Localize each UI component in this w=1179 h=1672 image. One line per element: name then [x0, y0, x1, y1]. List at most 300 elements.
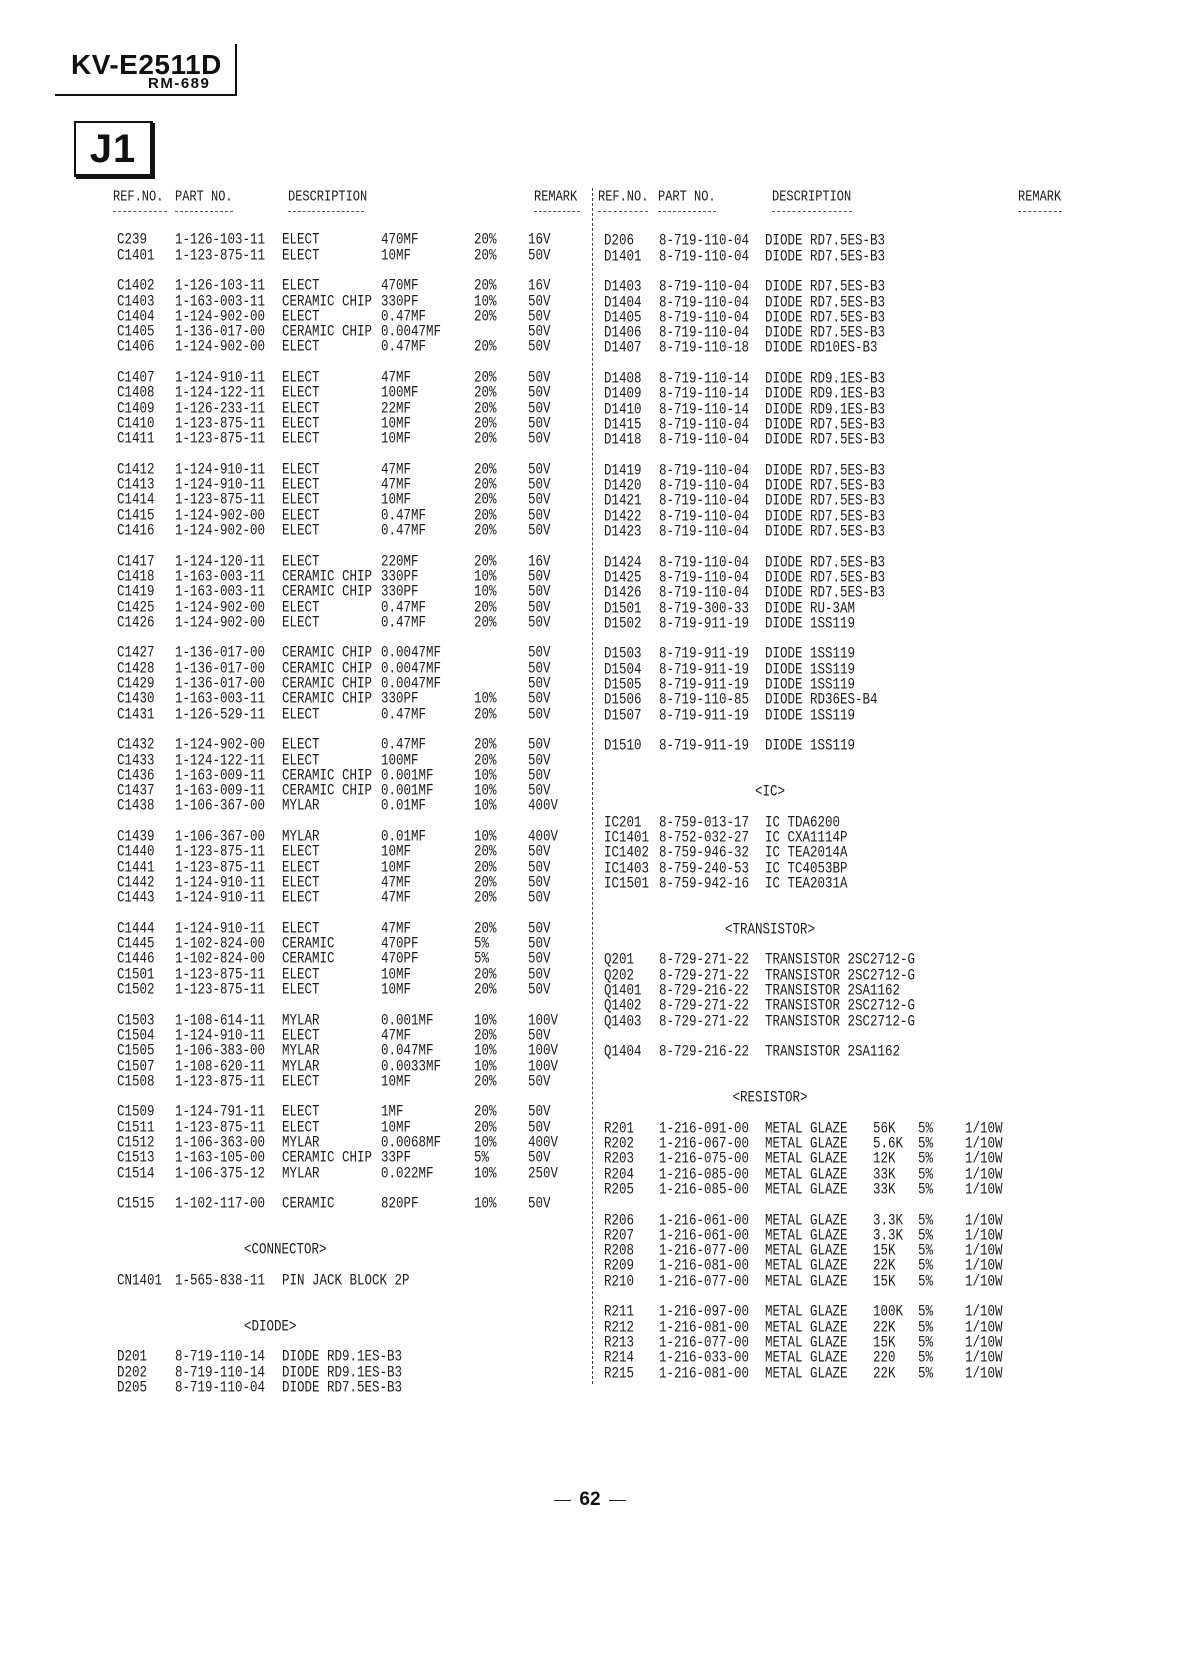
part-row: [0, 644, 1179, 663]
remark: 50V: [528, 782, 551, 800]
value: 12K: [873, 1150, 896, 1168]
description: MYLAR: [282, 1011, 320, 1030]
section-heading: <IC>: [754, 783, 786, 801]
ref-no: D1420: [604, 477, 642, 495]
part-no: 8-719-110-04: [659, 309, 750, 327]
part-row: [0, 690, 1179, 709]
ref-no: D1506: [604, 691, 642, 709]
description: ELECT: [282, 308, 320, 326]
description: METAL GLAZE: [765, 1334, 848, 1352]
description: CERAMIC CHIP: [282, 690, 373, 708]
ref-no: C239: [117, 231, 148, 249]
description: MYLAR: [282, 828, 320, 846]
description: DIODE RD7.5ES-B3: [765, 247, 886, 266]
ref-no: C1507: [117, 1057, 155, 1075]
part-row: [0, 1275, 1179, 1290]
tolerance: 20%: [474, 461, 497, 479]
tolerance: 20%: [474, 246, 497, 265]
ref-no: Q202: [604, 967, 635, 985]
part-row: [0, 706, 1179, 725]
part-no: 1-163-003-11: [175, 292, 266, 310]
tolerance: 20%: [474, 552, 497, 571]
part-no: 1-106-375-12: [175, 1164, 266, 1183]
tolerance: 20%: [474, 751, 497, 769]
description: CERAMIC CHIP: [282, 323, 373, 341]
ref-no: R202: [604, 1135, 635, 1153]
part-no: 1-102-824-00: [175, 950, 266, 968]
description: DIODE RD7.5ES-B3: [765, 508, 886, 526]
part-no: 1-216-075-00: [659, 1150, 750, 1168]
description: METAL GLAZE: [765, 1349, 848, 1367]
remark: 50V: [528, 491, 551, 509]
ref-no: Q201: [604, 951, 635, 969]
value: 0.001MF: [381, 1011, 434, 1030]
remark: 100V: [528, 1057, 559, 1075]
part-no: 1-106-367-00: [175, 797, 266, 815]
ref-no: C1413: [117, 476, 155, 494]
value: 47MF: [381, 369, 412, 387]
tolerance: 5%: [918, 1135, 934, 1153]
part-row: [0, 231, 1179, 250]
value: 33PF: [381, 1149, 412, 1167]
ref-no: R203: [604, 1150, 635, 1168]
remark: 16V: [528, 277, 551, 295]
remark: 50V: [528, 644, 551, 662]
tolerance: 10%: [474, 292, 497, 310]
part-no: 8-729-271-22: [659, 951, 750, 969]
ref-no: R213: [604, 1334, 635, 1352]
ref-no: C1407: [117, 369, 155, 387]
description: METAL GLAZE: [765, 1318, 848, 1337]
part-row: [0, 950, 1179, 969]
tolerance: 10%: [474, 1042, 497, 1060]
remark: 50V: [528, 583, 551, 601]
col-header-remark: REMARK: [534, 188, 578, 206]
part-no: 8-719-110-14: [659, 385, 750, 403]
tolerance: 20%: [474, 598, 497, 616]
part-no: 8-719-110-04: [659, 477, 750, 495]
value: 470PF: [381, 935, 419, 953]
description: ELECT: [282, 384, 320, 402]
tolerance: 5%: [474, 935, 490, 953]
part-no: 1-124-902-00: [175, 308, 266, 326]
description: DIODE RD7.5ES-B3: [765, 523, 886, 541]
part-no: 1-136-017-00: [175, 644, 266, 662]
value: 5.6K: [873, 1135, 904, 1153]
tolerance: 20%: [474, 1119, 497, 1137]
description: ELECT: [282, 430, 320, 448]
description: ELECT: [282, 920, 320, 938]
remark: 50V: [528, 568, 551, 586]
part-row: [0, 617, 1179, 632]
part-no: 1-124-910-11: [175, 920, 266, 938]
tolerance: 20%: [474, 843, 497, 861]
tolerance: 10%: [474, 568, 497, 586]
ref-no: C1408: [117, 384, 155, 402]
description: DIODE RD9.1ES-B3: [765, 400, 886, 419]
tolerance: 20%: [474, 491, 497, 509]
ref-no: D1502: [604, 615, 642, 633]
part-row: [0, 293, 1179, 311]
remark: 400V: [528, 828, 559, 846]
ref-no: C1501: [117, 966, 155, 984]
description: METAL GLAZE: [765, 1211, 848, 1229]
ref-no: Q1401: [604, 982, 642, 1000]
col-header-ref: REF.NO.: [113, 188, 164, 206]
value: 3.3K: [873, 1211, 904, 1229]
ref-no: D1403: [604, 278, 642, 296]
remark: 1/10W: [965, 1242, 1003, 1260]
ref-no: C1429: [117, 675, 155, 693]
value: 3.3K: [873, 1227, 904, 1245]
ref-no: D1504: [604, 661, 642, 679]
description: DIODE RU-3AM: [765, 599, 856, 617]
value: 100MF: [381, 751, 419, 769]
part-no: 8-719-110-04: [659, 584, 750, 602]
tolerance: 20%: [474, 369, 497, 387]
ref-no: C1417: [117, 552, 155, 571]
part-row: [0, 1042, 1179, 1061]
ref-no: R201: [604, 1120, 635, 1138]
value: 470MF: [381, 277, 419, 295]
description: DIODE RD7.5ES-B3: [765, 293, 886, 311]
part-no: 1-136-017-00: [175, 323, 266, 341]
part-row: [0, 877, 1179, 892]
part-no: 8-759-013-17: [659, 814, 750, 832]
part-row: [0, 311, 1179, 326]
tolerance: 5%: [918, 1364, 934, 1382]
description: CERAMIC CHIP: [282, 767, 373, 785]
ref-no: C1436: [117, 767, 155, 785]
description: CERAMIC: [282, 1195, 335, 1213]
description: ELECT: [282, 736, 320, 754]
part-no: 8-719-110-04: [659, 232, 750, 250]
value: 56K: [873, 1120, 896, 1138]
value: 1MF: [381, 1103, 404, 1121]
tolerance: 5%: [918, 1181, 934, 1199]
ref-no: R208: [604, 1242, 635, 1260]
description: METAL GLAZE: [765, 1181, 848, 1199]
part-no: 1-216-091-00: [659, 1120, 750, 1138]
remark: 50V: [528, 246, 551, 265]
part-no: 1-124-902-00: [175, 522, 266, 540]
part-row: [0, 464, 1179, 479]
part-no: 1-123-875-11: [175, 1119, 266, 1137]
description: ELECT: [282, 1119, 320, 1137]
section-heading: <TRANSISTOR>: [724, 921, 816, 939]
part-no: 1-123-875-11: [175, 1073, 266, 1091]
part-no: 1-124-902-00: [175, 598, 266, 616]
tolerance: 20%: [474, 476, 497, 494]
description: ELECT: [282, 277, 320, 295]
remark: 50V: [528, 1195, 551, 1213]
tolerance: 20%: [474, 736, 497, 754]
col-header-part: PART NO.: [658, 188, 716, 206]
remark: 50V: [528, 858, 551, 877]
part-no: 1-216-077-00: [659, 1242, 750, 1260]
part-no: 1-136-017-00: [175, 675, 266, 693]
description: DIODE RD7.5ES-B3: [765, 477, 886, 495]
description: CERAMIC CHIP: [282, 568, 373, 586]
section-heading: <CONNECTOR>: [244, 1241, 327, 1259]
description: DIODE 1SS119: [765, 645, 856, 663]
part-no: 1-126-529-11: [175, 705, 266, 724]
value: 10MF: [381, 858, 412, 877]
ref-no: R204: [604, 1165, 635, 1184]
value: 10MF: [381, 1073, 412, 1091]
part-row: [0, 969, 1179, 984]
tolerance: 5%: [918, 1165, 934, 1184]
part-no: 1-124-902-00: [175, 507, 266, 525]
ref-no: D1425: [604, 569, 642, 587]
part-no: 1-123-875-11: [175, 858, 266, 877]
tolerance: 10%: [474, 1011, 497, 1030]
part-no: 1-102-117-00: [175, 1195, 266, 1213]
remark: 50V: [528, 430, 551, 448]
remark: 16V: [528, 552, 551, 571]
ref-no: C1511: [117, 1119, 155, 1137]
remark: 50V: [528, 323, 551, 341]
description: METAL GLAZE: [765, 1273, 848, 1291]
ref-no: D1421: [604, 492, 642, 510]
tolerance: 5%: [918, 1211, 934, 1229]
part-row: [0, 816, 1179, 831]
ref-no: C1433: [117, 751, 155, 769]
remark: 50V: [528, 507, 551, 525]
ref-no: D1510: [604, 737, 642, 755]
tolerance: 10%: [474, 828, 497, 846]
ref-no: C1406: [117, 338, 155, 356]
description: ELECT: [282, 369, 320, 387]
description: DIODE RD7.5ES-B3: [282, 1379, 403, 1397]
part-no: 8-719-110-04: [659, 293, 750, 311]
part-no: 1-565-838-11: [175, 1272, 266, 1290]
part-row: [0, 999, 1179, 1014]
description: DIODE RD7.5ES-B3: [765, 324, 886, 342]
part-no: 8-719-110-85: [659, 691, 750, 709]
value: 0.47MF: [381, 308, 427, 326]
description: ELECT: [282, 705, 320, 724]
ref-no: IC1403: [604, 859, 650, 878]
remark: 1/10W: [965, 1165, 1003, 1184]
ref-no: D1404: [604, 293, 642, 311]
value: 15K: [873, 1273, 896, 1291]
value: 10MF: [381, 246, 412, 265]
tolerance: 20%: [474, 277, 497, 295]
part-row: [0, 736, 1179, 755]
tolerance: 20%: [474, 874, 497, 892]
part-no: 1-124-122-11: [175, 384, 266, 402]
tolerance: 20%: [474, 705, 497, 724]
value: 0.47MF: [381, 338, 427, 356]
remark: 1/10W: [965, 1349, 1003, 1367]
description: DIODE RD7.5ES-B3: [765, 232, 886, 250]
ref-no: C1445: [117, 935, 155, 953]
remark: 1/10W: [965, 1150, 1003, 1168]
remark: 50V: [528, 292, 551, 310]
part-no: 1-102-824-00: [175, 935, 266, 953]
description: DIODE RD36ES-B4: [765, 691, 878, 709]
ref-no: C1425: [117, 598, 155, 616]
value: 10MF: [381, 430, 412, 448]
tolerance: 20%: [474, 308, 497, 326]
part-row: [0, 663, 1179, 678]
part-no: 1-124-122-11: [175, 751, 266, 769]
description: MYLAR: [282, 1057, 320, 1075]
part-no: 1-124-910-11: [175, 461, 266, 479]
description: ELECT: [282, 246, 320, 265]
description: MYLAR: [282, 1164, 320, 1183]
description: DIODE 1SS119: [765, 615, 856, 633]
description: PIN JACK BLOCK 2P: [282, 1272, 410, 1290]
part-no: 8-719-110-04: [659, 508, 750, 526]
description: MYLAR: [282, 1134, 320, 1152]
remark: 1/10W: [965, 1120, 1003, 1138]
description: ELECT: [282, 1103, 320, 1121]
part-no: 1-216-081-00: [659, 1318, 750, 1337]
value: 0.047MF: [381, 1042, 434, 1060]
ref-no: C1428: [117, 660, 155, 678]
value: 0.0047MF: [381, 323, 442, 341]
value: 22K: [873, 1257, 896, 1275]
part-row: [0, 1364, 1179, 1382]
col-header-part: PART NO.: [175, 188, 233, 206]
ref-no: D1503: [604, 645, 642, 663]
value: 47MF: [381, 889, 412, 907]
ref-no: C1444: [117, 920, 155, 938]
remark: 50V: [528, 522, 551, 540]
ref-no: C1405: [117, 323, 155, 341]
ref-no: R210: [604, 1273, 635, 1291]
description: ELECT: [282, 1027, 320, 1045]
part-no: 1-124-791-11: [175, 1103, 266, 1121]
ref-no: C1419: [117, 583, 155, 601]
ref-no: D1406: [604, 324, 642, 342]
remark: 100V: [528, 1042, 559, 1060]
part-no: 1-126-103-11: [175, 277, 266, 295]
part-no: 1-216-061-00: [659, 1227, 750, 1245]
tolerance: 20%: [474, 384, 497, 402]
description: MYLAR: [282, 1042, 320, 1060]
description: DIODE RD7.5ES-B3: [765, 431, 886, 449]
part-no: 1-163-009-11: [175, 767, 266, 785]
part-no: 8-729-271-22: [659, 1012, 750, 1031]
description: ELECT: [282, 507, 320, 525]
tolerance: 5%: [474, 1149, 490, 1167]
col-header-remark: REMARK: [1018, 188, 1062, 206]
description: ELECT: [282, 415, 320, 433]
ref-no: D1409: [604, 385, 642, 403]
part-no: 8-719-911-19: [659, 737, 750, 755]
tolerance: 20%: [474, 507, 497, 525]
remark: 100V: [528, 1011, 559, 1030]
description: METAL GLAZE: [765, 1135, 848, 1153]
value: 47MF: [381, 1027, 412, 1045]
description: TRANSISTOR 2SA1162: [765, 1043, 901, 1061]
part-no: 1-216-085-00: [659, 1181, 750, 1199]
part-no: 1-123-875-11: [175, 246, 266, 265]
part-row: [0, 571, 1179, 586]
part-no: 8-719-911-19: [659, 615, 750, 633]
part-no: 8-759-946-32: [659, 844, 750, 862]
part-no: 8-719-911-19: [659, 661, 750, 679]
tolerance: 20%: [474, 966, 497, 984]
part-no: 8-719-300-33: [659, 599, 750, 617]
value: 10MF: [381, 491, 412, 509]
value: 47MF: [381, 476, 412, 494]
remote-model: RM-689: [148, 75, 211, 92]
tolerance: 20%: [474, 415, 497, 433]
ref-no: IC1501: [604, 875, 650, 893]
tolerance: 10%: [474, 797, 497, 815]
remark: 1/10W: [965, 1273, 1003, 1291]
ref-no: Q1402: [604, 997, 642, 1015]
remark: 1/10W: [965, 1318, 1003, 1337]
part-row: [0, 843, 1179, 862]
description: CERAMIC CHIP: [282, 660, 373, 678]
remark: 50V: [528, 660, 551, 678]
part-row: [0, 1012, 1179, 1031]
ref-no: C1504: [117, 1027, 155, 1045]
ref-no: C1502: [117, 981, 155, 999]
description: METAL GLAZE: [765, 1242, 848, 1260]
ref-no: C1440: [117, 843, 155, 861]
remark: 1/10W: [965, 1181, 1003, 1199]
part-no: 1-124-902-00: [175, 338, 266, 356]
ref-no: C1505: [117, 1042, 155, 1060]
part-no: 1-216-061-00: [659, 1211, 750, 1229]
part-row: [0, 491, 1179, 510]
part-row: [0, 1183, 1179, 1198]
part-no: 8-719-911-19: [659, 676, 750, 694]
value: 10MF: [381, 1119, 412, 1137]
value: 820PF: [381, 1195, 419, 1213]
description: METAL GLAZE: [765, 1120, 848, 1138]
description: ELECT: [282, 231, 320, 249]
description: ELECT: [282, 981, 320, 999]
ref-no: D1407: [604, 339, 642, 357]
description: DIODE RD9.1ES-B3: [282, 1363, 403, 1381]
ref-no: C1432: [117, 736, 155, 754]
ref-no: IC1402: [604, 844, 650, 862]
description: ELECT: [282, 889, 320, 907]
part-no: 1-216-081-00: [659, 1257, 750, 1275]
tolerance: 10%: [474, 690, 497, 708]
ref-no: C1426: [117, 614, 155, 632]
description: IC TEA2031A: [765, 875, 848, 893]
description: ELECT: [282, 491, 320, 509]
description: METAL GLAZE: [765, 1165, 848, 1184]
ref-no: C1438: [117, 797, 155, 815]
ref-no: D1501: [604, 599, 642, 617]
ref-no: D1405: [604, 309, 642, 327]
remark: 1/10W: [965, 1227, 1003, 1245]
part-row: [0, 430, 1179, 449]
tolerance: 10%: [474, 1164, 497, 1183]
ref-no: R209: [604, 1257, 635, 1275]
description: DIODE 1SS119: [765, 706, 856, 725]
description: DIODE RD9.1ES-B3: [282, 1348, 403, 1366]
remark: 50V: [528, 415, 551, 433]
part-no: 1-163-003-11: [175, 583, 266, 601]
ref-no: C1414: [117, 491, 155, 509]
part-row: [0, 400, 1179, 419]
remark: 50V: [528, 751, 551, 769]
part-no: 8-729-216-22: [659, 982, 750, 1000]
part-row: [0, 510, 1179, 525]
description: TRANSISTOR 2SC2712-G: [765, 997, 916, 1015]
description: DIODE 1SS119: [765, 737, 856, 755]
